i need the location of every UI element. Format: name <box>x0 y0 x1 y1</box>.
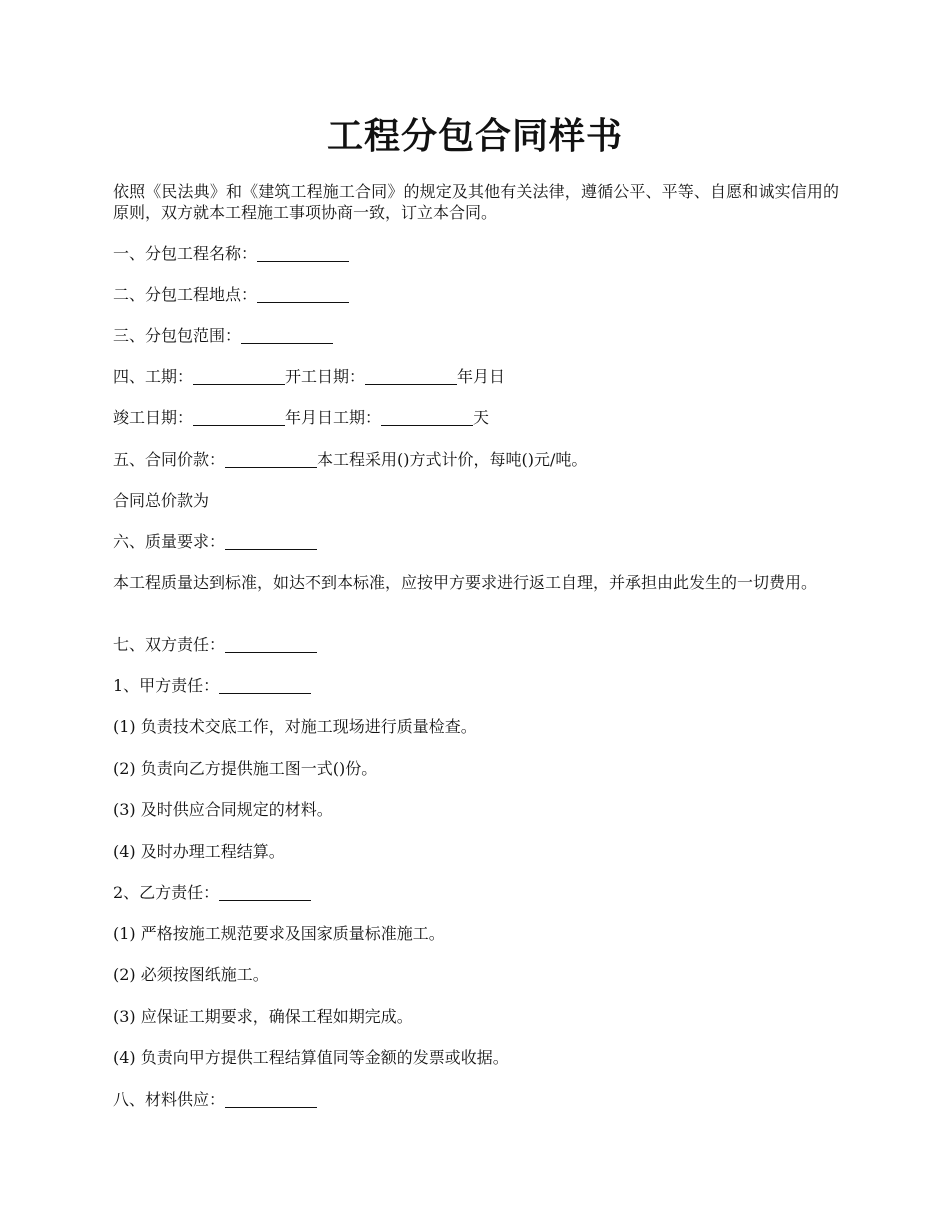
list-item: (3) 应保证工期要求，确保工程如期完成。 <box>113 1007 413 1026</box>
completion-duration-label: 年月日工期： <box>285 408 382 427</box>
document-title: 工程分包合同样书 <box>326 115 623 157</box>
fill-in-blank <box>381 409 473 426</box>
fill-in-blank <box>225 636 317 653</box>
list-item: (4) 负责向甲方提供工程结算值同等金额的发票或收据。 <box>113 1048 509 1067</box>
section-8-materials <box>113 1089 839 1110</box>
party-a-label: 1、甲方责任： <box>113 676 220 695</box>
section-4-completion <box>113 407 839 428</box>
section-8-label: 八、材料供应： <box>113 1090 226 1109</box>
section-4-date-suffix: 年月日 <box>457 367 506 386</box>
section-1-label: 一、分包工程名称： <box>113 244 258 263</box>
section-4-start-date-label: 开工日期： <box>285 367 366 386</box>
fill-in-blank <box>193 409 285 426</box>
fill-in-blank <box>257 245 349 262</box>
fill-in-blank <box>225 533 317 550</box>
list-item: (3) 及时供应合同规定的材料。 <box>113 800 333 819</box>
section-4-label: 四、工期： <box>113 367 194 386</box>
section-5-label: 五、合同价款： <box>113 450 226 469</box>
section-5-pricing-text: 本工程采用()方式计价，每吨()元/吨。 <box>317 450 588 469</box>
list-item: (1) 严格按施工规范要求及国家质量标准施工。 <box>113 924 445 943</box>
party-b-label: 2、乙方责任： <box>113 883 220 902</box>
total-price-line: 合同总价款为 <box>113 491 210 510</box>
intro-paragraph: 依照《民法典》和《建筑工程施工合同》的规定及其他有关法律，遵循公平、平等、自愿和诚实信用的原则，双方就本工程施工事项协商一致，订立本合同。 <box>113 182 839 222</box>
party-b-responsibilities <box>113 882 839 903</box>
section-7-label: 七、双方责任： <box>113 635 226 654</box>
fill-in-blank <box>219 884 311 901</box>
fill-in-blank <box>193 368 285 385</box>
fill-in-blank <box>365 368 457 385</box>
completion-date-label: 竣工日期： <box>113 408 194 427</box>
fill-in-blank <box>219 677 311 694</box>
section-6-label: 六、质量要求： <box>113 532 226 551</box>
fill-in-blank <box>225 451 317 468</box>
section-4-duration <box>113 366 839 387</box>
section-7-responsibilities <box>113 634 839 655</box>
section-3-scope <box>113 325 839 346</box>
section-6-quality <box>113 531 839 552</box>
fill-in-blank <box>241 327 333 344</box>
party-a-responsibilities <box>113 675 839 696</box>
section-1-project-name <box>113 243 839 264</box>
list-item: (2) 必须按图纸施工。 <box>113 965 269 984</box>
section-3-label: 三、分包包范围： <box>113 326 242 345</box>
list-item: (4) 及时办理工程结算。 <box>113 842 285 861</box>
quality-paragraph: 本工程质量达到标准，如达不到本标准，应按甲方要求进行返工自理，并承担由此发生的一切费用。 <box>113 573 818 592</box>
list-item: (2) 负责向乙方提供施工图一式()份。 <box>113 759 378 778</box>
section-5-price <box>113 449 839 470</box>
list-item: (1) 负责技术交底工作，对施工现场进行质量检查。 <box>113 717 477 736</box>
fill-in-blank <box>257 286 349 303</box>
days-suffix: 天 <box>473 408 490 427</box>
fill-in-blank <box>225 1091 317 1108</box>
section-2-label: 二、分包工程地点： <box>113 285 258 304</box>
section-2-project-location <box>113 284 839 305</box>
